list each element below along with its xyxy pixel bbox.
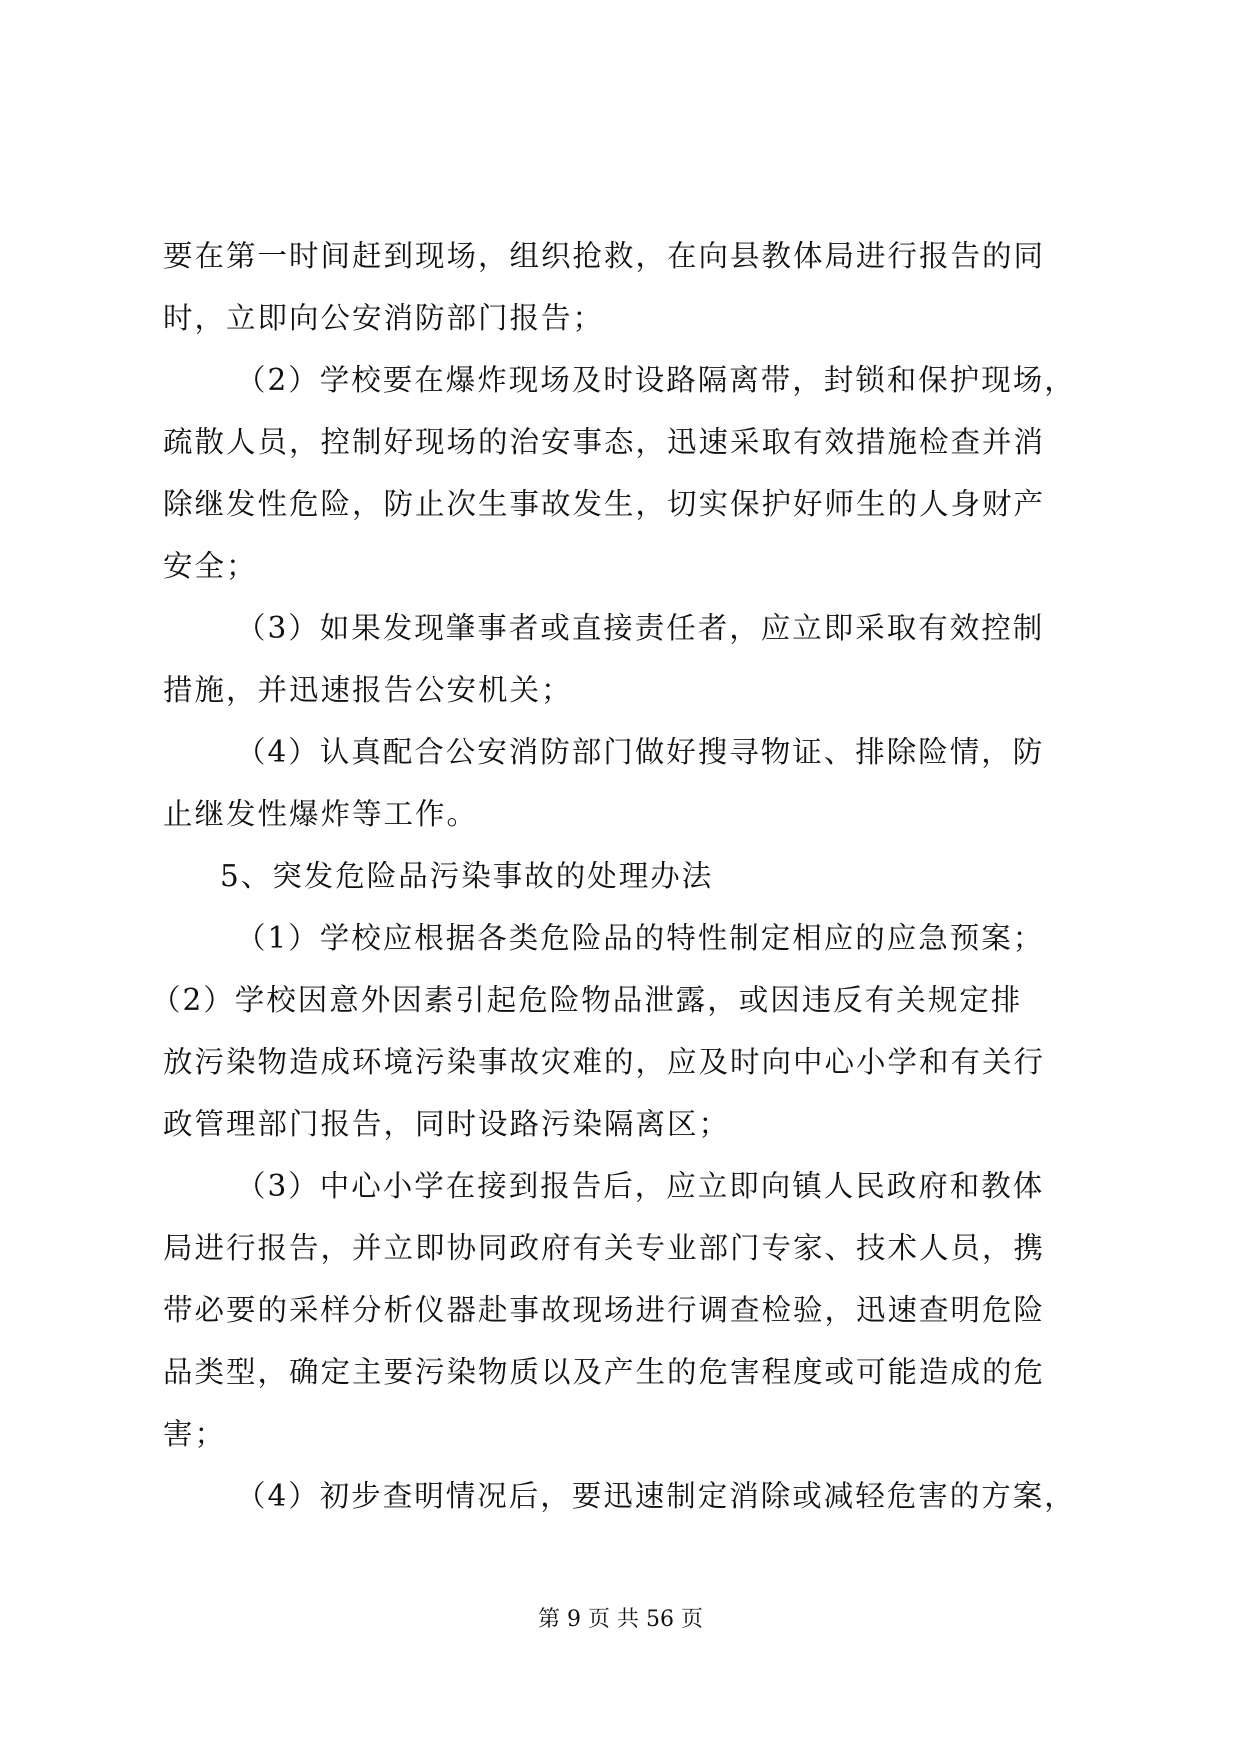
text-line: 措施，并迅速报告公安机关； (163, 673, 573, 707)
page-number-footer: 第 9 页 共 56 页 (538, 1607, 703, 1632)
text-line: 要在第一时间赶到现场，组织抢救，在向县教体局进行报告的同 (163, 239, 1046, 273)
text-line: 止继发性爆炸等工作。 (163, 797, 479, 831)
text-line: （2）学校要在爆炸现场及时设路隔离带，封锁和保护现场， (236, 363, 1076, 397)
text-line: 疏散人员，控制好现场的治安事态，迅速采取有效措施检查并消 (163, 425, 1046, 459)
text-line: （2）学校因意外因素引起危险物品泄露，或因违反有关规定排 (151, 983, 1023, 1017)
text-line: 除继发性危险，防止次生事故发生，切实保护好师生的人身财产 (163, 487, 1046, 521)
text-line: （4）认真配合公安消防部门做好搜寻物证、排除险情，防 (236, 735, 1045, 769)
text-line: 政管理部门报告，同时设路污染隔离区； (163, 1107, 731, 1141)
text-line: 放污染物造成环境污染事故灾难的，应及时向中心小学和有关行 (163, 1045, 1046, 1079)
text-line: 带必要的采样分析仪器赴事故现场进行调查检验，迅速查明危险 (163, 1293, 1046, 1327)
text-line: （3）中心小学在接到报告后，应立即向镇人民政府和教体 (236, 1169, 1045, 1203)
document-body (151, 225, 1083, 1527)
text-line: （3）如果发现肇事者或直接责任者，应立即采取有效控制 (236, 611, 1045, 645)
section-heading: 5、突发危险品污染事故的处理办法 (220, 859, 714, 893)
text-line: 时，立即向公安消防部门报告； (163, 301, 605, 335)
text-line: （4）初步查明情况后，要迅速制定消除或减轻危害的方案， (236, 1479, 1076, 1513)
text-line: 安全； (163, 549, 258, 583)
text-line: 局进行报告，并立即协同政府有关专业部门专家、技术人员，携 (163, 1231, 1046, 1265)
text-line: 品类型，确定主要污染物质以及产生的危害程度或可能造成的危 (163, 1355, 1046, 1389)
text-line: 害； (163, 1417, 227, 1451)
text-line: （1）学校应根据各类危险品的特性制定相应的应急预案； (236, 921, 1045, 955)
